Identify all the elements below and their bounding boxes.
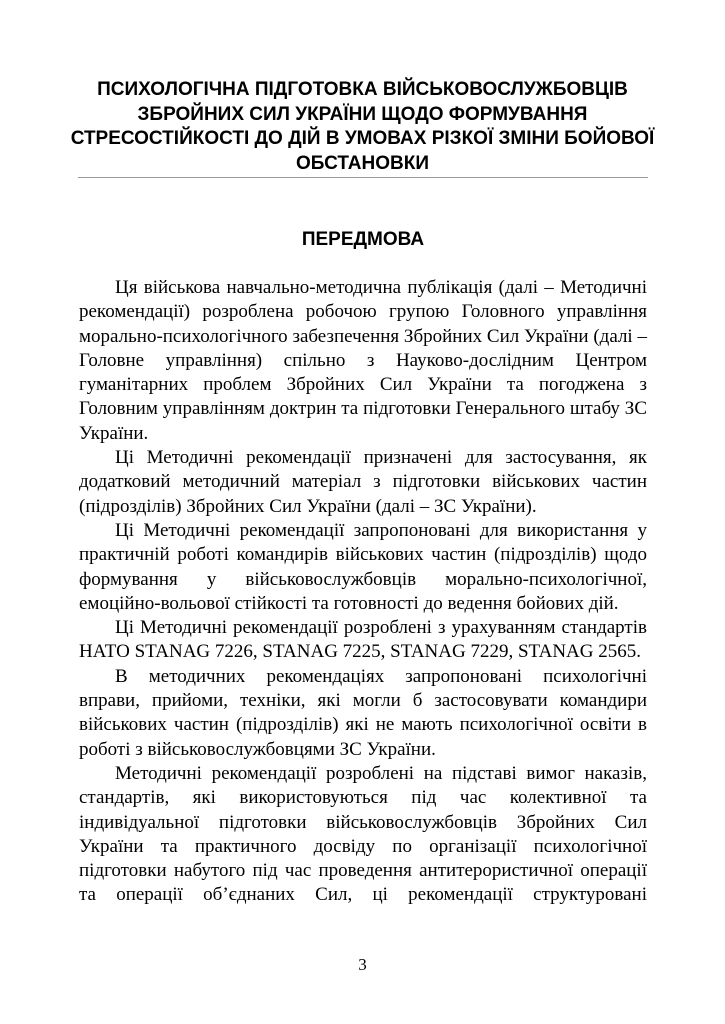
paragraph: Методичні рекомендації розроблені на підставі вимог наказів, стандартів, які використовуються під час колективної та індивідуальної підготовки військовослужбовців Збройних Сил України та практичного досвіду по організації психологічної підготовки набутого під час проведення антитерористичної операції та операції об’єднаних Сил, ці рекомендації структуровані xyxy=(79,762,647,906)
body-text xyxy=(79,276,647,908)
title-divider xyxy=(78,177,648,178)
paragraph: Ця військова навчально-методична публікація (далі – Методичні рекомендації) розроблена робочою групою Головного управління морально-психологічного забезпечення Збройних Сил України (далі – Головне управління) спільно з Науково-дослідним Центром гуманітарних проблем Збройних Сил України та погоджена з Головним управлінням доктрин та підготовки Генерального штабу ЗС України. xyxy=(79,277,647,444)
paragraph: Ці Методичні рекомендації розроблені з урахуванням стандартів НАТО STANAG 7226, STANAG 7225, STANAG 7229, STANAG 2565. xyxy=(79,617,647,663)
paragraph: Ці Методичні рекомендації запропоновані для використання у практичній роботі командирів військових частин (підрозділів) щодо формування у військовослужбовців морально-психологічної, емоційно-вольової стійкості та готовності до ведення бойових дій. xyxy=(79,519,647,614)
paragraph: Ці Методичні рекомендації призначені для застосування, як додатковий методичний матеріал з підготовки військових частин (підрозділів) Збройних Сил України (далі – ЗС України). xyxy=(79,447,647,517)
paragraph: В методичних рекомендаціях запропоновані психологічні вправи, прийоми, техніки, які могли б застосовувати командири військових частин (підрозділів) які не мають психологічної освіти в роботі з військовослужбовцями ЗС України. xyxy=(79,665,647,760)
document-title: ПСИХОЛОГІЧНА ПІДГОТОВКА ВІЙСЬКОВОСЛУЖБОВЦІВ ЗБРОЙНИХ СИЛ УКРАЇНИ ЩОДО ФОРМУВАННЯ СТРЕСОСТІЙКОСТІ ДО ДІЙ В УМОВАХ РІЗКОЇ ЗМІНИ БОЙОВОЇ ОБСТАНОВКИ xyxy=(70,79,655,174)
page-number: 3 xyxy=(358,955,367,974)
section-heading: ПЕРЕДМОВА xyxy=(301,229,425,250)
